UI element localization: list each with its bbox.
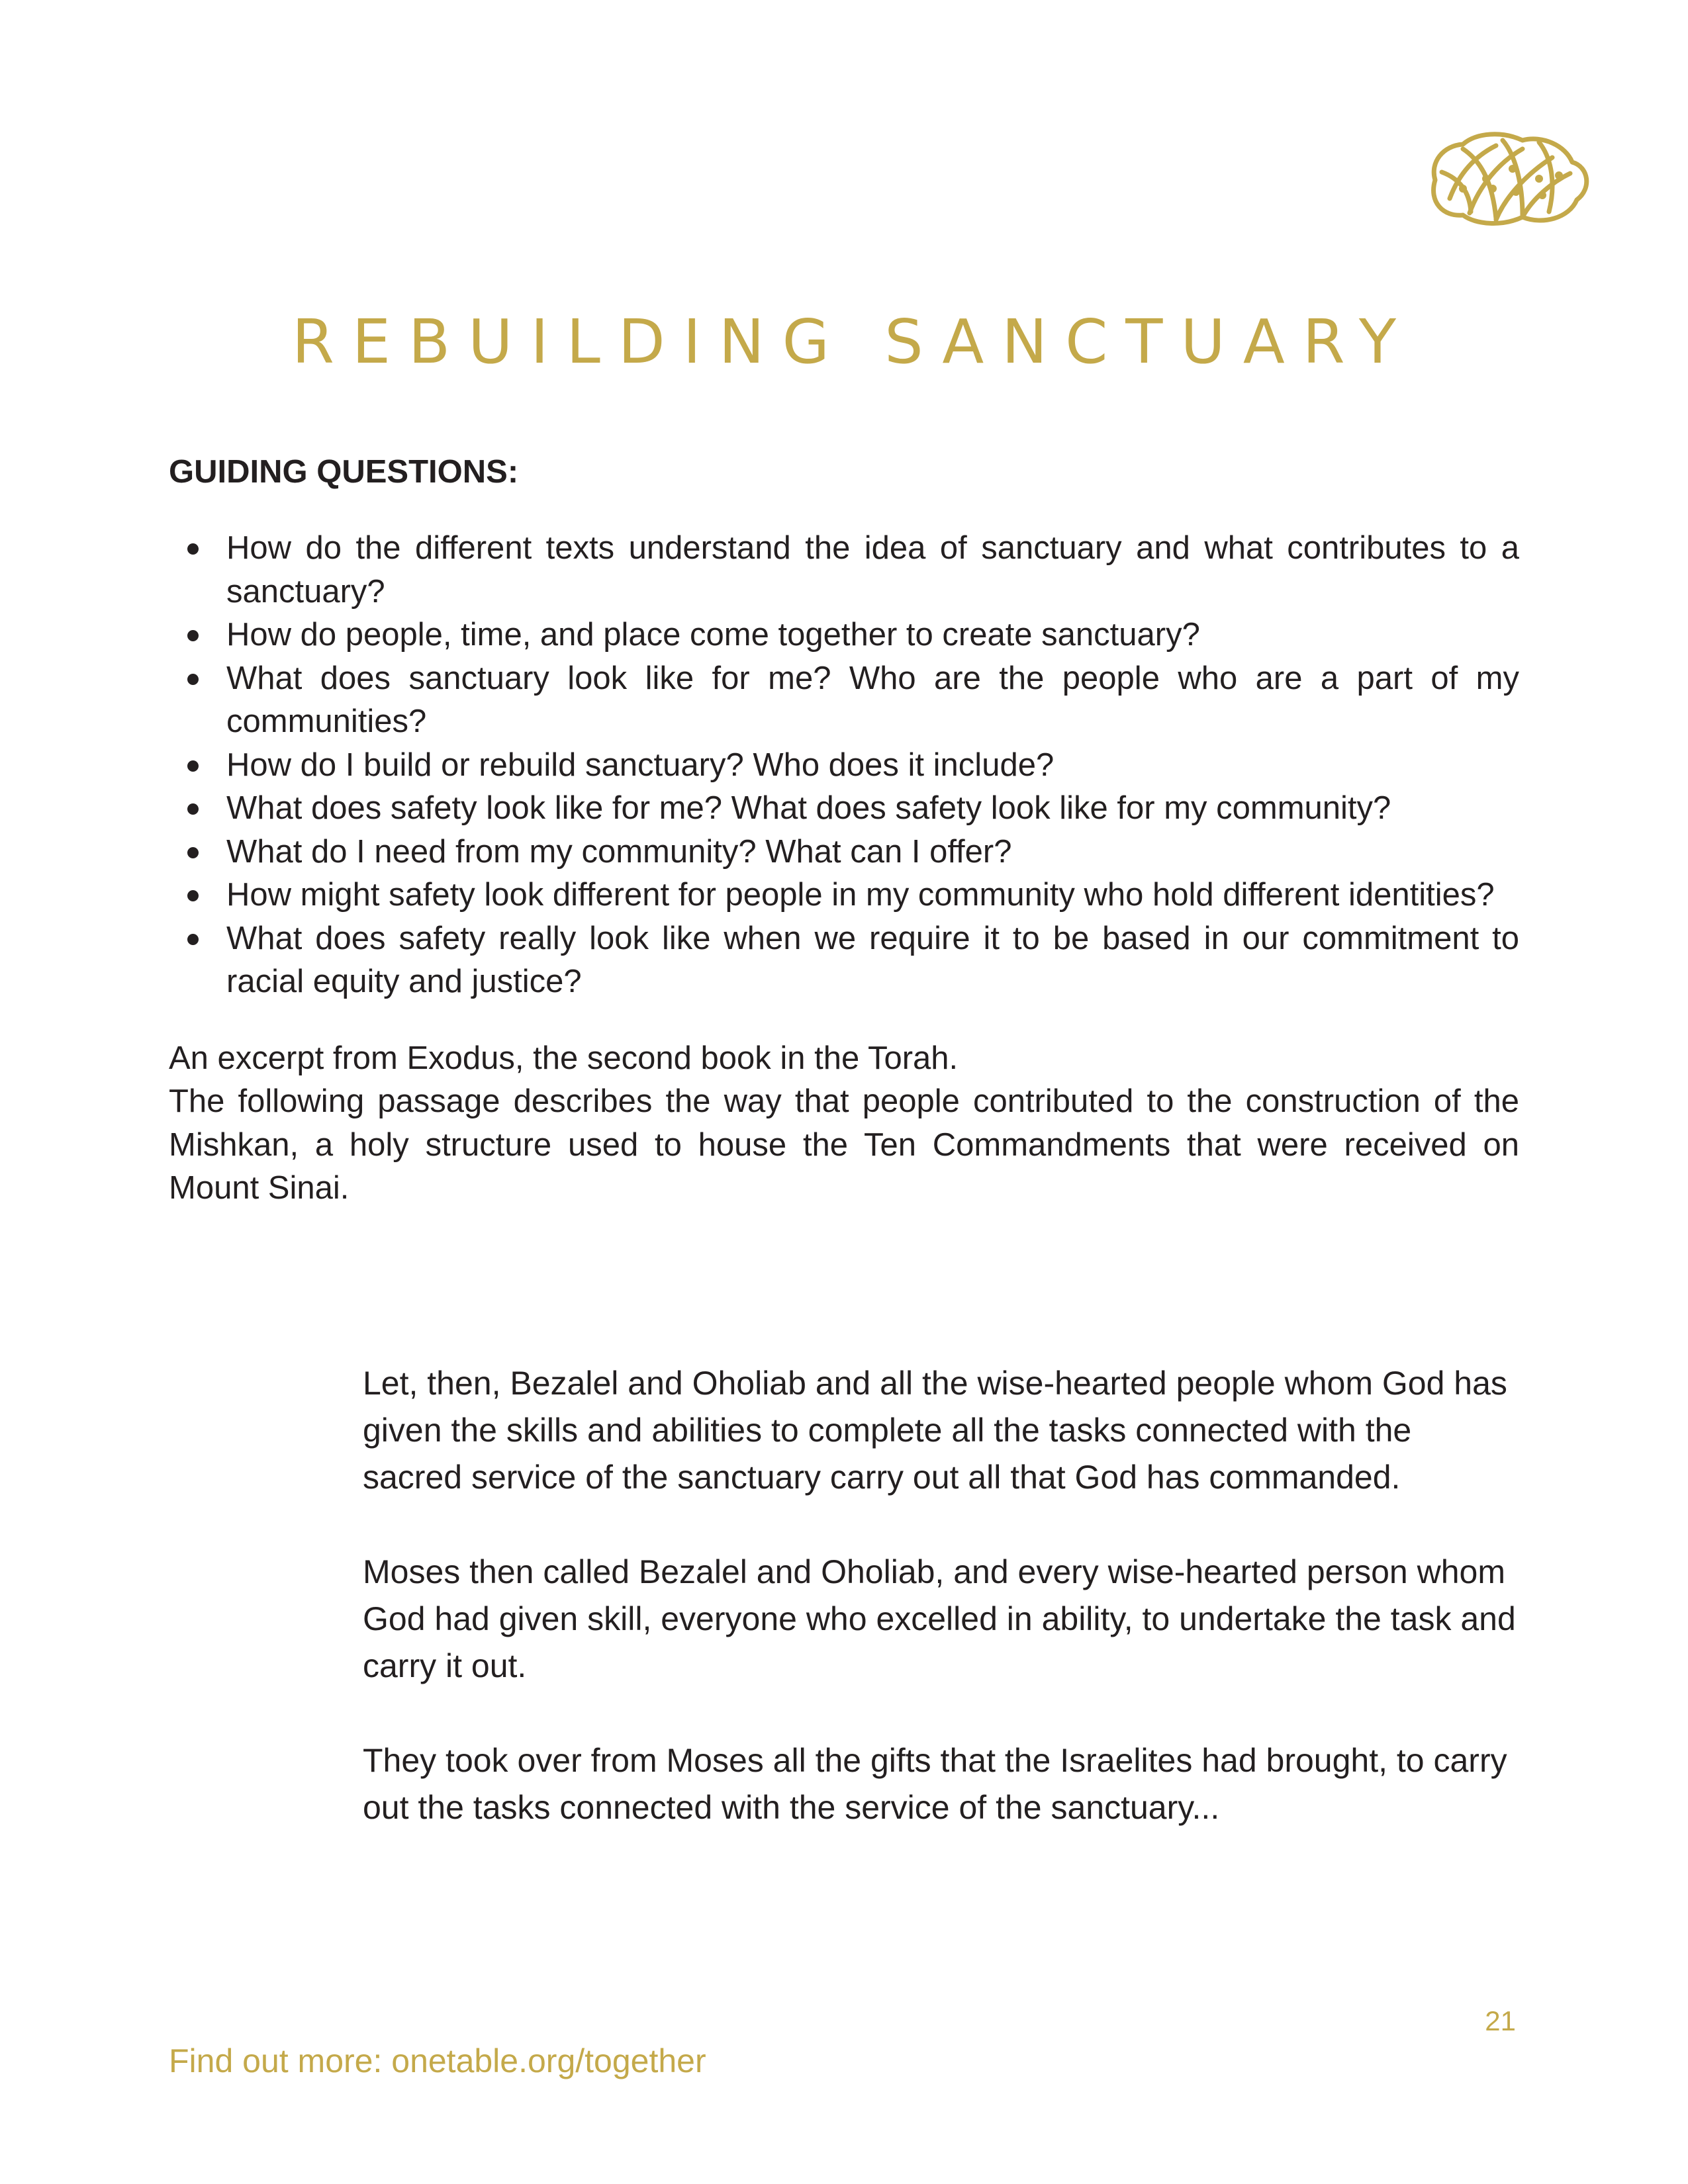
list-item [169,787,1519,831]
list-item [169,917,1519,1004]
page-title: REBUILDING SANCTUARY [291,306,1415,377]
guiding-questions-heading: GUIDING QUESTIONS: [169,454,519,490]
bullet-icon [187,847,199,858]
bullet-icon [187,674,199,685]
list-item [169,831,1519,874]
intro-line-2: The following passage describes the way that people contributed to the construction of the Mishkan, a holy structure used to house the Ten Commandments that were received on Mount Sinai. [169,1083,1519,1206]
excerpt-paragraph: Moses then called Bezalel and Oholiab, and every wise-hearted person whom God had given skill, everyone who excelled in ability, to undertake the task and carry it out. [363,1553,1516,1684]
list-item-text: What does safety look like for me? What does safety look like for my community? [226,790,1391,826]
challah-bread-icon [1423,126,1595,232]
bullet-icon [187,760,199,772]
excerpt-paragraph: Let, then, Bezalel and Oholiab and all the wise-hearted people whom God has given the skills and abilities to complete all the tasks connected with the sacred service of the sanctuary carry out all that God has commanded. [363,1365,1507,1496]
list-item-text: How might safety look different for people in my community who hold different identities? [226,877,1495,913]
bullet-icon [187,543,199,555]
footer-link[interactable]: Find out more: onetable.org/together [169,2042,706,2079]
list-item [169,527,1519,614]
bullet-icon [187,934,199,945]
bullet-icon [187,890,199,901]
list-item [169,744,1519,788]
bullet-icon [187,630,199,641]
list-item [169,874,1519,917]
exodus-intro [169,1037,1519,1210]
intro-line-1: An excerpt from Exodus, the second book in the Torah. [169,1040,959,1076]
list-item [169,614,1519,657]
list-item-text: How do the different texts understand the idea of sanctuary and what contributes to a sanctuary? [226,530,1519,610]
list-item-text: What does sanctuary look like for me? Who are the people who are a part of my communities? [226,660,1519,739]
main-content [169,450,1519,1210]
list-item [169,657,1519,744]
guiding-questions-list [169,527,1519,1004]
excerpt-paragraph: They took over from Moses all the gifts that the Israelites had brought, to carry out the tasks connected with the service of the sanctuary... [363,1742,1507,1826]
page-number: 21 [1485,2005,1516,2036]
list-item-text: What do I need from my community? What can I offer? [226,833,1012,870]
list-item-text: What does safety really look like when we require it to be based in our commitment to racial equity and justice? [226,920,1519,999]
exodus-excerpt [363,1360,1518,1879]
list-item-text: How do people, time, and place come together to create sanctuary? [226,617,1200,653]
list-item-text: How do I build or rebuild sanctuary? Who does it include? [226,747,1055,783]
bullet-icon [187,803,199,815]
